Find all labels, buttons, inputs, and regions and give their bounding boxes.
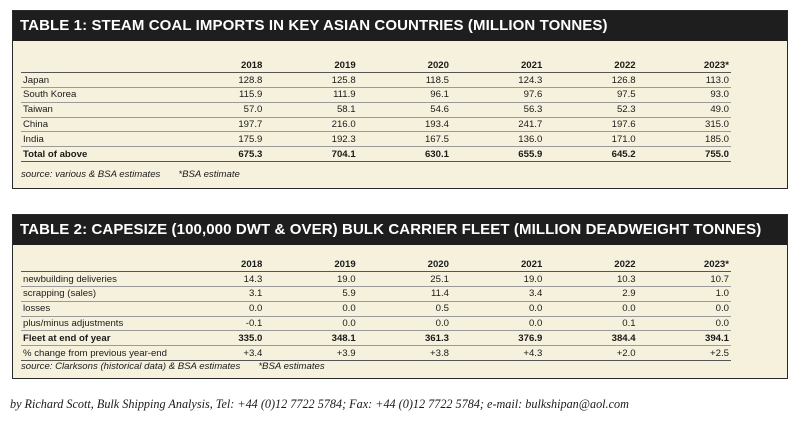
table1-header-label-cell [21, 58, 171, 73]
table1-title: TABLE 1: STEAM COAL IMPORTS IN KEY ASIAN COUNTRIES (MILLION TONNES) [13, 11, 787, 41]
cell-value: +3.9 [264, 346, 357, 361]
row-label: losses [21, 301, 171, 316]
cell-value: 136.0 [451, 132, 544, 147]
cell-value: 175.9 [171, 132, 264, 147]
cell-value: 630.1 [358, 147, 451, 162]
row-label: China [21, 117, 171, 132]
cell-value: 113.0 [638, 73, 731, 88]
estimate-note: *BSA estimates [258, 361, 325, 372]
table-row [21, 301, 731, 316]
cell-value: 10.7 [638, 272, 731, 287]
row-label: India [21, 132, 171, 147]
cell-value: 0.0 [264, 301, 357, 316]
cell-value: 125.8 [264, 73, 357, 88]
table2-year-header: 2020 [358, 257, 451, 272]
cell-value: 315.0 [638, 117, 731, 132]
cell-value: 167.5 [358, 132, 451, 147]
cell-value: 3.1 [171, 287, 264, 302]
cell-value: 124.3 [451, 73, 544, 88]
table2-year-header: 2018 [171, 257, 264, 272]
cell-value: 19.0 [451, 272, 544, 287]
cell-value: 655.9 [451, 147, 544, 162]
cell-value: 0.0 [264, 316, 357, 331]
cell-value: 52.3 [544, 102, 637, 117]
table2-header-label-cell [21, 257, 171, 272]
source-text: source: Clarksons (historical data) & BSA estimates [21, 361, 241, 372]
cell-value: +4.3 [451, 346, 544, 361]
table2-year-header: 2022 [544, 257, 637, 272]
table1-source-note [21, 169, 240, 180]
table-row [21, 287, 731, 302]
table-row-total [21, 147, 731, 162]
cell-value: 0.0 [544, 301, 637, 316]
table1-header-row [21, 58, 731, 73]
table-row [21, 316, 731, 331]
row-label: scrapping (sales) [21, 287, 171, 302]
cell-value: 115.9 [171, 88, 264, 103]
table-row [21, 73, 731, 88]
table-row [21, 117, 731, 132]
cell-value: 171.0 [544, 132, 637, 147]
cell-value: 0.0 [451, 301, 544, 316]
cell-value: 25.1 [358, 272, 451, 287]
row-label: South Korea [21, 88, 171, 103]
cell-value: 0.0 [638, 316, 731, 331]
cell-value: 126.8 [544, 73, 637, 88]
cell-value: 335.0 [171, 331, 264, 346]
cell-value: 58.1 [264, 102, 357, 117]
table2-source-note [21, 361, 325, 372]
row-label: Taiwan [21, 102, 171, 117]
cell-value: 0.0 [171, 301, 264, 316]
cell-value: 216.0 [264, 117, 357, 132]
row-label: plus/minus adjustments [21, 316, 171, 331]
author-credit-line: by Richard Scott, Bulk Shipping Analysis, Tel: +44 (0)12 7722 5784; Fax: +44 (0)12 7722 5784; e-mail: bulkshipan@aol.com [10, 397, 629, 411]
cell-value: 675.3 [171, 147, 264, 162]
source-text: source: various & BSA estimates [21, 169, 161, 180]
cell-value: 11.4 [358, 287, 451, 302]
table1-year-header: 2018 [171, 58, 264, 73]
table2-capesize-fleet [21, 257, 731, 361]
cell-value: 56.3 [451, 102, 544, 117]
cell-value: 241.7 [451, 117, 544, 132]
cell-value: 348.1 [264, 331, 357, 346]
table-row [21, 132, 731, 147]
row-label: Total of above [21, 147, 171, 162]
cell-value: 0.1 [544, 316, 637, 331]
cell-value: 0.0 [638, 301, 731, 316]
cell-value: +3.8 [358, 346, 451, 361]
cell-value: 197.7 [171, 117, 264, 132]
table2-year-header: 2023* [638, 257, 731, 272]
cell-value: +2.5 [638, 346, 731, 361]
cell-value: 49.0 [638, 102, 731, 117]
cell-value: 0.0 [451, 316, 544, 331]
cell-value: 361.3 [358, 331, 451, 346]
cell-value: 111.9 [264, 88, 357, 103]
row-label: Fleet at end of year [21, 331, 171, 346]
cell-value: 3.4 [451, 287, 544, 302]
table1-year-header: 2023* [638, 58, 731, 73]
row-label: newbuilding deliveries [21, 272, 171, 287]
table1-year-header: 2020 [358, 58, 451, 73]
table1-steam-coal-imports [21, 58, 731, 162]
cell-value: 0.5 [358, 301, 451, 316]
table2-panel [12, 214, 788, 379]
cell-value: +3.4 [171, 346, 264, 361]
table-row [21, 346, 731, 361]
cell-value: 384.4 [544, 331, 637, 346]
cell-value: 0.0 [358, 316, 451, 331]
cell-value: 14.3 [171, 272, 264, 287]
cell-value: 118.5 [358, 73, 451, 88]
cell-value: 19.0 [264, 272, 357, 287]
cell-value: 10.3 [544, 272, 637, 287]
table2-title: TABLE 2: CAPESIZE (100,000 DWT & OVER) BULK CARRIER FLEET (MILLION DEADWEIGHT TONNES) [13, 215, 787, 245]
cell-value: 2.9 [544, 287, 637, 302]
cell-value: +2.0 [544, 346, 637, 361]
table-row-total [21, 331, 731, 346]
cell-value: 1.0 [638, 287, 731, 302]
cell-value: 97.5 [544, 88, 637, 103]
table-row [21, 102, 731, 117]
cell-value: 394.1 [638, 331, 731, 346]
cell-value: 192.3 [264, 132, 357, 147]
cell-value: 96.1 [358, 88, 451, 103]
cell-value: 54.6 [358, 102, 451, 117]
table-row [21, 88, 731, 103]
table-row [21, 272, 731, 287]
cell-value: 755.0 [638, 147, 731, 162]
cell-value: 97.6 [451, 88, 544, 103]
table1-panel [12, 10, 788, 189]
row-label: % change from previous year-end [21, 346, 171, 361]
cell-value: 704.1 [264, 147, 357, 162]
cell-value: 193.4 [358, 117, 451, 132]
cell-value: 5.9 [264, 287, 357, 302]
cell-value: 57.0 [171, 102, 264, 117]
table1-year-header: 2022 [544, 58, 637, 73]
cell-value: 185.0 [638, 132, 731, 147]
table2-year-header: 2019 [264, 257, 357, 272]
cell-value: 128.8 [171, 73, 264, 88]
cell-value: 376.9 [451, 331, 544, 346]
cell-value: -0.1 [171, 316, 264, 331]
table2-year-header: 2021 [451, 257, 544, 272]
table2-header-row [21, 257, 731, 272]
cell-value: 93.0 [638, 88, 731, 103]
row-label: Japan [21, 73, 171, 88]
table1-year-header: 2019 [264, 58, 357, 73]
estimate-note: *BSA estimate [178, 169, 240, 180]
table1-year-header: 2021 [451, 58, 544, 73]
cell-value: 645.2 [544, 147, 637, 162]
cell-value: 197.6 [544, 117, 637, 132]
